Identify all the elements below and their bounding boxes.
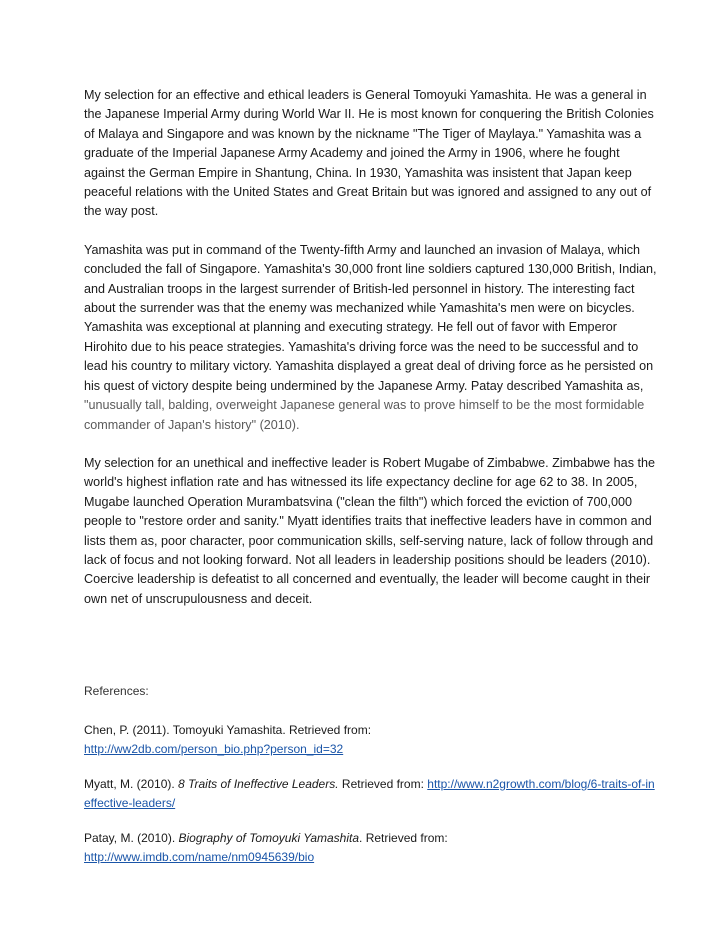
paragraph-text: My selection for an effective and ethical leaders is General Tomoyuki Yamashita. He was a general in the Japanese Imperial Army during World War II. He is most known for conquering the British Colonies of Malaya and Singapore and was known by the nickname "The Tiger of Maylaya." Yamashita was a graduate of the Imperial Japanese Army Academy and joined the Army in 1906, where he fought against the German Empire in Shantung, China. In 1930, Yamashita was insistent that Japan keep peaceful relations with the United States and Great Britain but was ignored and assigned to any out of the way post. (84, 88, 654, 219)
reference-title: Biography of Tomoyuki Yamashita (178, 830, 360, 845)
reference-link-chen[interactable]: http://ww2db.com/person_bio.php?person_id=32 (84, 741, 344, 756)
patay-quote: "unusually tall, balding, overweight Japanese general was to prove himself to be the most formidable commander of Japan's history" (2010). (84, 398, 645, 432)
references-heading: References: (84, 684, 149, 699)
document-page (84, 86, 658, 883)
reference-chen (84, 721, 658, 759)
paragraph-yamashita-intro (84, 86, 658, 222)
paragraph-yamashita-malaya (84, 241, 658, 435)
paragraph-mugabe (84, 454, 658, 609)
reference-myatt (84, 775, 658, 813)
reference-link-myatt[interactable]: http://www.n2growth.com/blog/6-traits-of-ineffective-leaders/ (84, 776, 655, 810)
reference-text: Chen, P. (2011). Tomoyuki Yamashita. Retrieved from: (84, 722, 372, 737)
reference-title: 8 Traits of Ineffective Leaders. (178, 776, 339, 791)
reference-retrieved: . Retrieved from: (359, 830, 448, 845)
blank-space (84, 628, 658, 682)
reference-retrieved: Retrieved from: (338, 776, 428, 791)
reference-author: Myatt, M. (2010). (84, 776, 179, 791)
paragraph-text: Yamashita was put in command of the Twenty-fifth Army and launched an invasion of Malaya, which concluded the fall of Singapore. Yamashita's 30,000 front line soldiers captured 130,000 British, Indian, and Australian troops in the largest surrender of British-led personnel in history. The interesting fact about the surrender was that the enemy was mechanized while Yamashita's men were on bicycles. Yamashita was exceptional at planning and executing strategy. He fell out of favor with Emperor Hirohito due to his peace strategies. Yamashita's driving force was the need to be successful and to lead his country to military victory. Yamashita displayed a great deal of driving force as he persisted on his quest of victory despite being undermined by the Japanese Army. Patay described Yamashita as, (84, 242, 657, 393)
reference-author: Patay, M. (2010). (84, 830, 179, 845)
paragraph-text: My selection for an unethical and ineffective leader is Robert Mugabe of Zimbabwe. Zimbabwe has the world's highest inflation rate and has witnessed its life expectancy decline for age 62 to 38. In 2005, Mugabe launched Operation Murambatsvina ("clean the filth") which forced the eviction of 700,000 people to "restore order and sanity." Myatt identifies traits that ineffective leaders have in common and lists them as, poor character, poor communication skills, self-serving nature, lack of follow through and lack of focus and not looking forward. Not all leaders in leadership positions should be leaders (2010). Coercive leadership is defeatist to all concerned and eventually, the leader will become caught in their own net of unscrupulousness and deceit. (84, 455, 655, 606)
reference-link-patay[interactable]: http://www.imdb.com/name/nm0945639/bio (84, 849, 315, 864)
reference-patay (84, 829, 658, 867)
